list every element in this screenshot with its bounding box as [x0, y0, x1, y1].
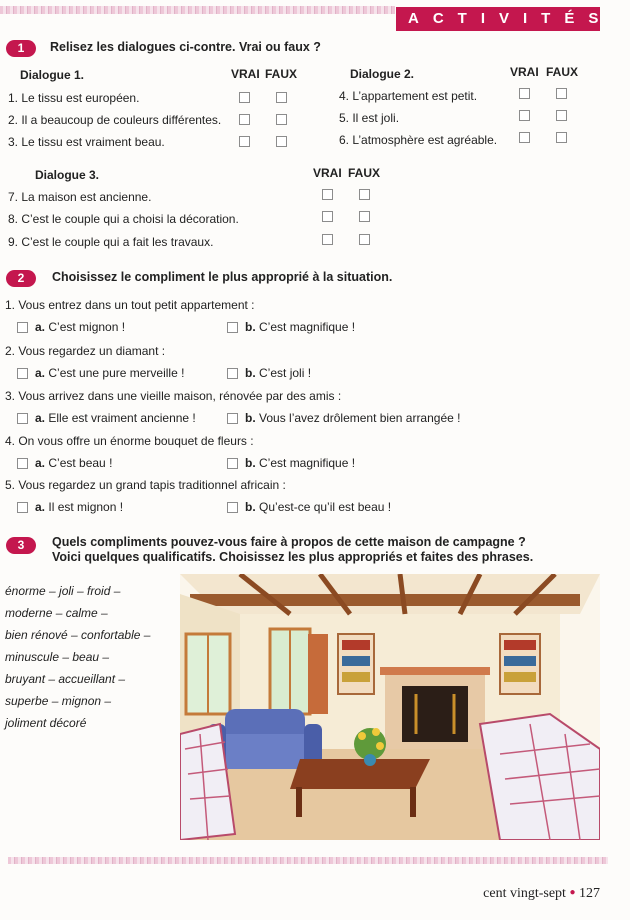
hearth	[402, 686, 468, 742]
coffee-table	[290, 759, 430, 789]
checkbox-6-faux[interactable]	[556, 132, 567, 143]
option-5a-text: Il est mignon !	[48, 500, 124, 514]
statement-9: 9. C’est le couple qui a fait les travaux.	[8, 235, 214, 249]
checkbox-1-faux[interactable]	[276, 92, 287, 103]
exercise-2-instruction: Choisissez le compliment le plus approprié à la situation.	[52, 270, 393, 284]
checkbox-2-faux[interactable]	[276, 114, 287, 125]
checkbox-8-vrai[interactable]	[322, 211, 333, 222]
checkbox-7-vrai[interactable]	[322, 189, 333, 200]
exercise-1-badge: 1	[6, 40, 36, 57]
situation-4: 4. On vous offre un énorme bouquet de fleurs :	[5, 434, 254, 448]
dialogue-2-title: Dialogue 2.	[350, 67, 415, 81]
option-3a-checkbox[interactable]	[17, 413, 28, 424]
vrai-header-2: VRAI	[510, 65, 539, 79]
option-3b-letter: b.	[245, 411, 256, 425]
checkbox-4-vrai[interactable]	[519, 88, 530, 99]
option-4a-letter: a.	[35, 456, 46, 470]
option-3b-checkbox[interactable]	[227, 413, 238, 424]
bottom-decorative-band	[8, 857, 608, 864]
checkbox-1-vrai[interactable]	[239, 92, 250, 103]
option-1a-letter: a.	[35, 320, 46, 334]
faux-header-2: FAUX	[546, 65, 579, 79]
checkbox-5-vrai[interactable]	[519, 110, 530, 121]
checkbox-7-faux[interactable]	[359, 189, 370, 200]
checkbox-3-faux[interactable]	[276, 136, 287, 147]
option-2b-checkbox[interactable]	[227, 368, 238, 379]
option-4b-text: C’est magnifique !	[259, 456, 356, 470]
option-2a-letter: a.	[35, 366, 46, 380]
option-4b-letter: b.	[245, 456, 256, 470]
adjective-line: bien rénové – confortable –	[5, 628, 151, 642]
exercise-1-instruction: Relisez les dialogues ci-contre. Vrai ou faux ?	[50, 40, 321, 54]
page-bullet: ●	[569, 887, 576, 898]
adjective-line: superbe – mignon –	[5, 694, 112, 708]
situation-1: 1. Vous entrez dans un tout petit appartement :	[5, 298, 255, 312]
top-decorative-band	[0, 6, 395, 14]
mantelpiece	[380, 667, 490, 675]
checkbox-6-vrai[interactable]	[519, 132, 530, 143]
option-1b-text: C’est magnifique !	[259, 320, 356, 334]
country-house-living-room-illustration	[180, 574, 600, 840]
option-2b-letter: b.	[245, 366, 256, 380]
faux-header-1: FAUX	[265, 67, 298, 81]
option-5b-text: Qu’est-ce qu’il est beau !	[259, 500, 392, 514]
situation-5: 5. Vous regardez un grand tapis traditionnel africain :	[5, 478, 286, 492]
statement-4: 4. L’appartement est petit.	[339, 89, 478, 103]
option-1a-text: C’est mignon !	[48, 320, 126, 334]
statement-2: 2. Il a beaucoup de couleurs différentes.	[8, 113, 222, 127]
page-number-digits: 127	[579, 886, 600, 901]
option-5a-checkbox[interactable]	[17, 502, 28, 513]
situation-2: 2. Vous regardez un diamant :	[5, 344, 166, 358]
dialogue-1-title: Dialogue 1.	[20, 68, 85, 82]
exercise-3-instruction-line2: Voici quelques qualificatifs. Choisissez les plus appropriés et faites des phrases.	[52, 550, 534, 564]
checkbox-5-faux[interactable]	[556, 110, 567, 121]
adjective-line: moderne – calme –	[5, 606, 108, 620]
exercise-2-badge: 2	[6, 270, 36, 287]
faux-header-3: FAUX	[348, 166, 381, 180]
statement-3: 3. Le tissu est vraiment beau.	[8, 135, 165, 149]
checkbox-4-faux[interactable]	[556, 88, 567, 99]
exercise-3-badge: 3	[6, 537, 36, 554]
option-4b-checkbox[interactable]	[227, 458, 238, 469]
adjective-line: joliment décoré	[5, 716, 87, 730]
option-2a-checkbox[interactable]	[17, 368, 28, 379]
checkbox-8-faux[interactable]	[359, 211, 370, 222]
option-3a-letter: a.	[35, 411, 46, 425]
option-4a-text: C’est beau !	[48, 456, 113, 470]
adjective-line: minuscule – beau –	[5, 650, 110, 664]
adjective-line: bruyant – accueillant –	[5, 672, 126, 686]
vrai-header-3: VRAI	[313, 166, 342, 180]
checkbox-2-vrai[interactable]	[239, 114, 250, 125]
option-1b-letter: b.	[245, 320, 256, 334]
option-5a-letter: a.	[35, 500, 46, 514]
situation-3: 3. Vous arrivez dans une vieille maison, rénovée par des amis :	[5, 389, 342, 403]
dialogue-3-title: Dialogue 3.	[35, 168, 100, 182]
vrai-header-1: VRAI	[231, 67, 260, 81]
page-number-words: cent vingt-sept	[483, 886, 566, 901]
option-3a-text: Elle est vraiment ancienne !	[48, 411, 196, 425]
option-5b-letter: b.	[245, 500, 256, 514]
statement-7: 7. La maison est ancienne.	[8, 190, 152, 204]
vase	[364, 754, 376, 766]
option-4a-checkbox[interactable]	[17, 458, 28, 469]
activites-banner: ACTIVITÉS	[396, 7, 600, 31]
option-1a-checkbox[interactable]	[17, 322, 28, 333]
adjective-line: énorme – joli – froid –	[5, 584, 121, 598]
page-number	[483, 886, 600, 902]
statement-8: 8. C’est le couple qui a choisi la décoration.	[8, 212, 239, 226]
exercise-3-instruction-line1: Quels compliments pouvez-vous faire à propos de cette maison de campagne ?	[52, 535, 526, 549]
option-1b-checkbox[interactable]	[227, 322, 238, 333]
statement-5: 5. Il est joli.	[339, 111, 400, 125]
checkbox-9-vrai[interactable]	[322, 234, 333, 245]
option-2a-text: C’est une pure merveille !	[48, 366, 185, 380]
statement-6: 6. L’atmosphère est agréable.	[339, 133, 498, 147]
wooden-shutter	[308, 634, 328, 714]
option-5b-checkbox[interactable]	[227, 502, 238, 513]
adjective-list	[5, 580, 175, 734]
option-2b-text: C’est joli !	[259, 366, 312, 380]
option-3b-text: Vous l’avez drôlement bien arrangée !	[259, 411, 461, 425]
checkbox-9-faux[interactable]	[359, 234, 370, 245]
statement-1: 1. Le tissu est européen.	[8, 91, 140, 105]
checkbox-3-vrai[interactable]	[239, 136, 250, 147]
